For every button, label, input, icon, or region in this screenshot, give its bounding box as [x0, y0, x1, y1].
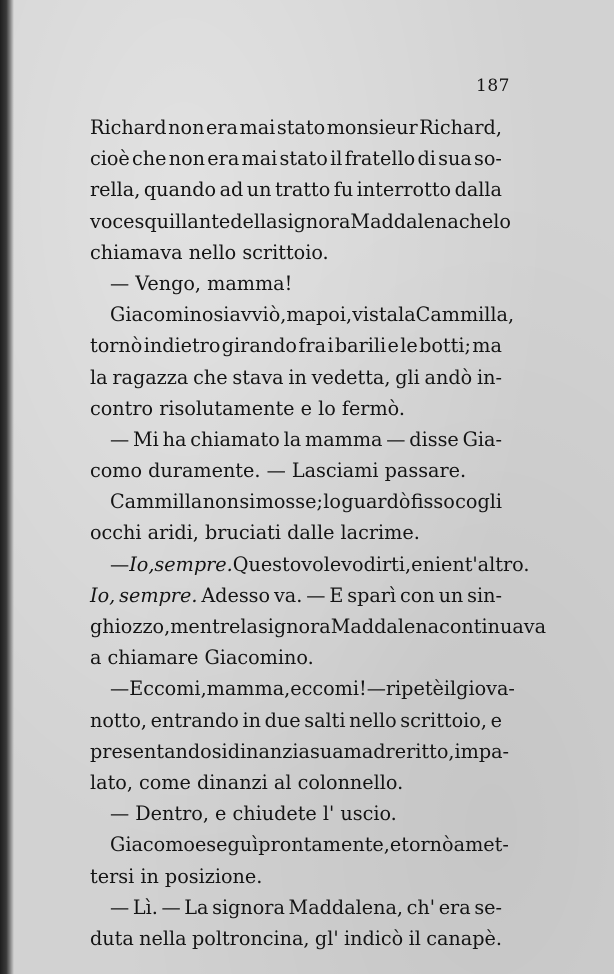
- word: si: [239, 490, 256, 514]
- word: stava: [232, 365, 284, 389]
- word: contro risolutamente e lo fermò.: [90, 396, 405, 420]
- page-number: 187: [476, 76, 510, 96]
- word: —: [386, 427, 406, 451]
- word: rella,: [90, 178, 141, 202]
- word: occhi aridi, bruciati dalle lacrime.: [90, 521, 420, 545]
- word: dirti,: [363, 552, 412, 576]
- word: barili: [334, 334, 387, 358]
- word: la: [240, 615, 258, 638]
- word: ripetè: [385, 677, 444, 701]
- text-line: [90, 611, 547, 642]
- word: sempre.: [119, 583, 198, 607]
- word: era: [206, 116, 238, 139]
- text-line: [90, 580, 502, 611]
- word: era: [438, 895, 471, 919]
- word: continuava: [439, 615, 547, 638]
- word: se-: [474, 895, 502, 919]
- word: chiamava nello scrittoio.: [90, 240, 329, 264]
- word: Richard,: [419, 116, 502, 139]
- word: con: [400, 583, 435, 607]
- word: —: [110, 895, 130, 919]
- word: indietro: [143, 334, 221, 358]
- text-line: [90, 455, 502, 486]
- word: presentandosi: [90, 739, 228, 763]
- text-line: [90, 237, 502, 268]
- word: non: [202, 490, 239, 514]
- word: lato, come dinanzi al colonnello.: [90, 770, 404, 794]
- word: due: [264, 708, 301, 732]
- word: e: [490, 708, 502, 732]
- word: tornò: [90, 334, 143, 358]
- word: girando: [221, 334, 297, 358]
- text-line: [90, 673, 515, 704]
- word: entrando: [150, 708, 239, 732]
- word: di: [417, 147, 436, 171]
- word: ma: [472, 334, 502, 358]
- word: botti;: [419, 334, 471, 358]
- word: met-: [465, 833, 509, 857]
- word: chiamato: [190, 427, 280, 451]
- word: madre: [343, 739, 407, 763]
- text-line: [90, 798, 502, 829]
- word: —: [110, 552, 130, 576]
- word: disse: [409, 427, 459, 451]
- word: Maddalena: [350, 209, 459, 233]
- text-line: [90, 299, 515, 330]
- word: sin-: [467, 583, 502, 607]
- word: notto,: [90, 708, 147, 732]
- word: tornò: [401, 833, 454, 857]
- word: dalla: [454, 178, 502, 202]
- word: avviò,: [229, 303, 287, 327]
- word: in-: [476, 365, 502, 389]
- word: Giacomo: [110, 833, 195, 857]
- text-line: [90, 330, 502, 361]
- word: cogli: [455, 490, 502, 514]
- word: eccomi!: [290, 677, 367, 701]
- word: gl': [314, 926, 339, 950]
- word: gli: [395, 365, 420, 389]
- word: salti: [304, 708, 346, 732]
- word: a: [453, 833, 466, 857]
- word: so-: [474, 147, 502, 171]
- word: volevo: [301, 552, 364, 576]
- word: fra: [298, 334, 327, 358]
- text-line: [90, 705, 502, 736]
- word: mentre: [170, 615, 241, 638]
- text-line: [90, 206, 511, 237]
- word: che: [132, 147, 167, 171]
- word: il: [330, 147, 343, 171]
- word: la: [283, 427, 302, 451]
- word: Richard: [90, 116, 167, 139]
- word: lo: [323, 490, 341, 514]
- word: i: [327, 334, 334, 358]
- word: monsieur: [326, 116, 418, 139]
- text-line: [90, 767, 502, 798]
- word: voce: [90, 209, 135, 233]
- word: E: [329, 583, 344, 607]
- text-line: [90, 642, 502, 673]
- word: como duramente. — Lasciami passare.: [90, 459, 467, 483]
- text-line: [90, 112, 502, 143]
- word: — Vengo, mamma!: [110, 271, 293, 295]
- word: la: [398, 303, 416, 327]
- word: e: [389, 833, 402, 857]
- word: cioè: [90, 147, 130, 171]
- word: canapè.: [426, 926, 502, 950]
- word: poi,: [316, 303, 353, 327]
- word: mamma,: [206, 677, 291, 701]
- word: interrotto: [356, 178, 452, 202]
- word: eseguì: [194, 833, 259, 857]
- word: a: [298, 739, 310, 763]
- word: ad: [219, 178, 244, 202]
- word: ragazza: [112, 365, 189, 389]
- word: sua: [438, 147, 472, 171]
- word: non: [168, 116, 205, 139]
- word: ghiozzo,: [90, 615, 171, 638]
- word: —: [366, 677, 386, 701]
- word: signora: [277, 209, 351, 233]
- word: e: [411, 552, 423, 576]
- word: Eccomi,: [129, 677, 207, 701]
- word: Gia-: [462, 427, 502, 451]
- text-line: [90, 892, 502, 923]
- word: non: [168, 147, 206, 171]
- text-line: [90, 923, 502, 954]
- word: indicò: [343, 926, 404, 950]
- word: guardò: [341, 490, 411, 514]
- text-line: [90, 362, 502, 393]
- word: che: [458, 209, 494, 233]
- word: era: [207, 147, 240, 171]
- word: il: [443, 677, 457, 701]
- word: va.: [273, 583, 303, 607]
- word: —: [110, 677, 130, 701]
- word: tratto: [274, 178, 331, 202]
- word: mai: [239, 116, 276, 139]
- word: vedetta,: [311, 365, 391, 389]
- word: che: [193, 365, 228, 389]
- text-line: [90, 517, 502, 548]
- word: ma: [286, 303, 316, 327]
- text-line: [90, 736, 510, 767]
- word: Mi: [133, 427, 159, 451]
- word: poltroncina,: [191, 926, 310, 950]
- word: stato: [276, 116, 326, 139]
- text-line: [90, 486, 502, 517]
- word: scrittoio,: [400, 708, 487, 732]
- word: Questo: [232, 552, 302, 576]
- word: signora: [257, 615, 331, 638]
- word: —: [110, 427, 130, 451]
- word: sempre.: [154, 552, 233, 576]
- word: Adesso: [201, 583, 271, 607]
- word: vista: [352, 303, 399, 327]
- word: e: [387, 334, 399, 358]
- word: squillante: [134, 209, 231, 233]
- word: Io,: [90, 583, 116, 607]
- word: Cammilla: [110, 490, 203, 514]
- word: nella: [139, 926, 187, 950]
- word: fu: [333, 178, 354, 202]
- word: un: [438, 583, 464, 607]
- word: mamma: [305, 427, 383, 451]
- word: sparì: [347, 583, 397, 607]
- text-line: [90, 174, 502, 205]
- word: fisso: [410, 490, 455, 514]
- word: ritto,: [406, 739, 455, 763]
- word: —: [306, 583, 326, 607]
- text-line: [90, 143, 502, 174]
- word: il: [408, 926, 421, 950]
- word: ha: [162, 427, 187, 451]
- word: un: [246, 178, 272, 202]
- word: in: [288, 365, 307, 389]
- word: signora: [212, 895, 285, 919]
- word: Lì.: [132, 895, 158, 919]
- word: Maddalena,: [288, 895, 404, 919]
- text-line: [90, 861, 502, 892]
- word: fratello: [344, 147, 416, 171]
- word: andò: [424, 365, 473, 389]
- word: a chiamare Giacomino.: [90, 646, 314, 670]
- word: duta: [90, 926, 134, 950]
- word: prontamente,: [258, 833, 390, 857]
- word: Maddalena: [330, 615, 440, 638]
- word: tersi in posizione.: [90, 864, 263, 888]
- word: — Dentro, e chiudete l' uscio.: [110, 802, 397, 826]
- word: nello: [349, 708, 397, 732]
- body-text: [90, 112, 547, 954]
- word: Giacomino: [110, 303, 214, 327]
- page-spine-shadow: [0, 0, 14, 974]
- text-line: [90, 549, 530, 580]
- word: le: [400, 334, 418, 358]
- word: nient'altro.: [422, 552, 530, 576]
- word: La: [184, 895, 209, 919]
- word: Cammilla,: [415, 303, 515, 327]
- word: si: [213, 303, 230, 327]
- text-line: [90, 424, 502, 455]
- word: stato: [279, 147, 328, 171]
- word: in: [242, 708, 261, 732]
- word: —: [161, 895, 181, 919]
- word: la: [90, 365, 108, 389]
- word: impa-: [454, 739, 510, 763]
- word: ch': [406, 895, 436, 919]
- word: mai: [241, 147, 278, 171]
- text-line: [90, 393, 502, 424]
- word: giova-: [456, 677, 515, 701]
- word: mosse;: [255, 490, 323, 514]
- word: lo: [493, 209, 511, 233]
- text-line: [90, 829, 509, 860]
- word: Io,: [129, 552, 155, 576]
- word: dinanzi: [227, 739, 299, 763]
- word: quando: [143, 178, 217, 202]
- word: della: [230, 209, 278, 233]
- text-line: [90, 268, 502, 299]
- word: sua: [309, 739, 344, 763]
